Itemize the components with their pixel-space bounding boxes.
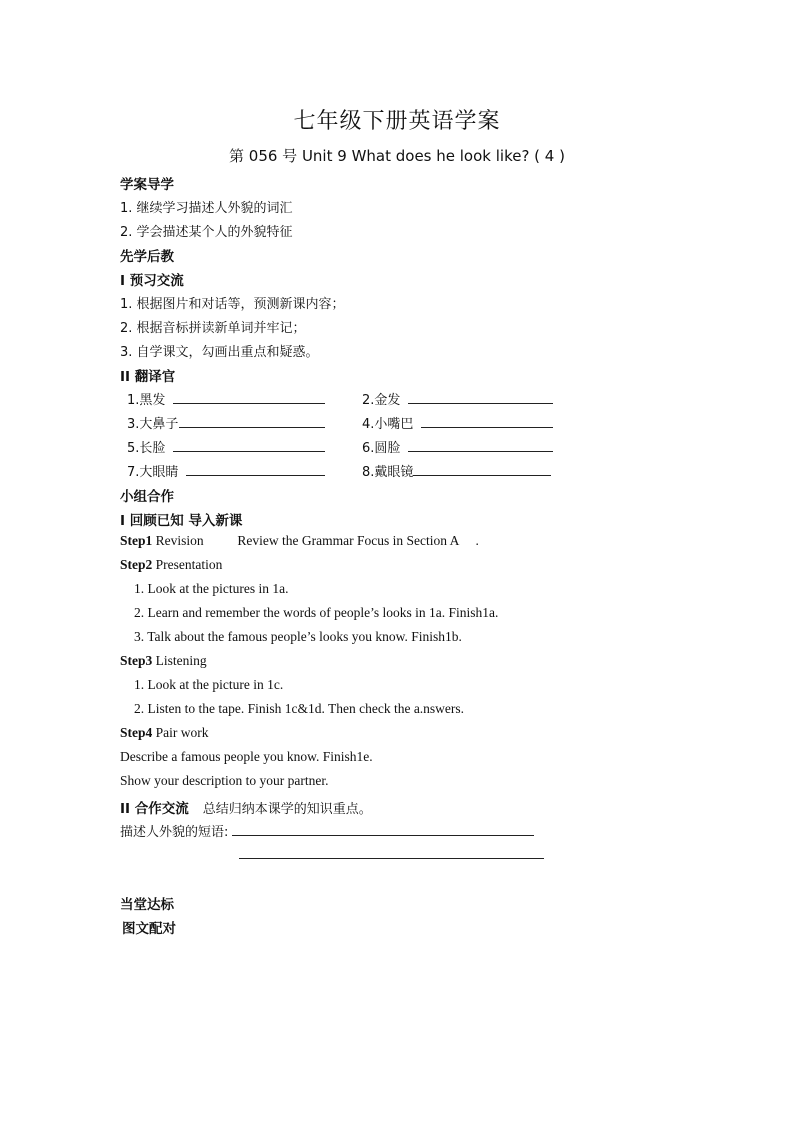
step2-line: Step2 Presentation — [120, 557, 223, 572]
page-title: 七年级下册英语学案 — [293, 109, 501, 134]
review-heading: I 回顾已知 导入新课 — [120, 513, 243, 529]
guide-item: 1. 继续学习描述人外貌的词汇 — [120, 201, 293, 216]
step1-line: Step1 Revision Review the Grammar Focus in Section A . — [120, 533, 479, 548]
answer-blank[interactable] — [186, 463, 325, 476]
step3-item: 1. Look at the picture in 1c. — [134, 677, 284, 692]
answer-blank[interactable] — [173, 391, 325, 404]
answer-blank[interactable] — [413, 463, 551, 476]
step-label: Step1 — [120, 533, 153, 548]
step4-item: Describe a famous people you know. Finish1e. — [120, 749, 373, 764]
cooperate-text: 总结归纳本课学的知识重点。 — [202, 802, 372, 817]
answer-blank[interactable] — [408, 391, 553, 404]
page-subtitle: 第 056 号 Unit 9 What does he look like? ( 4 ) — [229, 147, 565, 165]
guide-heading: 学案导学 — [120, 177, 174, 193]
translate-item: 7.大眼睛 — [127, 461, 325, 480]
translate-item: 1.黑发 — [127, 389, 325, 408]
step-label: Step3 — [120, 653, 153, 668]
preview-item: 3. 自学课文，勾画出重点和疑惑。 — [120, 345, 319, 360]
translate-item: 6.圆脸 — [362, 437, 553, 456]
translate-item: 5.长脸 — [127, 437, 325, 456]
preview-item: 2. 根据音标拼读新单词并牢记； — [120, 321, 306, 336]
preview-item: 1. 根据图片和对话等，预测新课内容； — [120, 297, 345, 312]
answer-blank[interactable] — [408, 439, 553, 452]
step2-item: 1. Look at the pictures in 1a. — [134, 581, 289, 596]
class-heading: 当堂达标 — [120, 897, 174, 913]
answer-blank[interactable] — [179, 415, 325, 428]
translate-item: 8.戴眼镜 — [362, 461, 551, 480]
answer-blank[interactable] — [239, 846, 544, 859]
guide-item: 2. 学会描述某个人的外貌特征 — [120, 225, 293, 240]
prelearn-heading: 先学后教 — [120, 249, 174, 265]
step3-item: 2. Listen to the tape. Finish 1c&1d. Then check the a.nswers. — [134, 701, 465, 716]
cooperate-line — [120, 797, 372, 817]
group-heading: 小组合作 — [120, 489, 174, 505]
step-label: Step2 — [120, 557, 153, 572]
preview-heading: I 预习交流 — [120, 273, 184, 289]
phrase-line — [120, 821, 534, 840]
step2-item: 3. Talk about the famous people’s looks you know. Finish1b. — [134, 629, 462, 644]
answer-blank[interactable] — [421, 415, 553, 428]
step4-line: Step4 Pair work — [120, 725, 209, 740]
match-heading: 图文配对 — [122, 921, 176, 937]
translate-item: 2.金发 — [362, 389, 553, 408]
cooperate-heading: II 合作交流 — [120, 801, 189, 817]
translate-heading: II 翻译官 — [120, 369, 176, 385]
step-label: Step4 — [120, 725, 153, 740]
step3-line: Step3 Listening — [120, 653, 207, 668]
step2-item: 2. Learn and remember the words of people’s looks in 1a. Finish1a. — [134, 605, 499, 620]
answer-blank[interactable] — [173, 439, 325, 452]
phrase-label: 描述人外貌的短语: — [120, 825, 229, 840]
translate-item: 3.大鼻子 — [127, 413, 325, 432]
step4-item: Show your description to your partner. — [120, 773, 329, 788]
translate-item: 4.小嘴巴 — [362, 413, 553, 432]
answer-blank[interactable] — [232, 823, 534, 836]
